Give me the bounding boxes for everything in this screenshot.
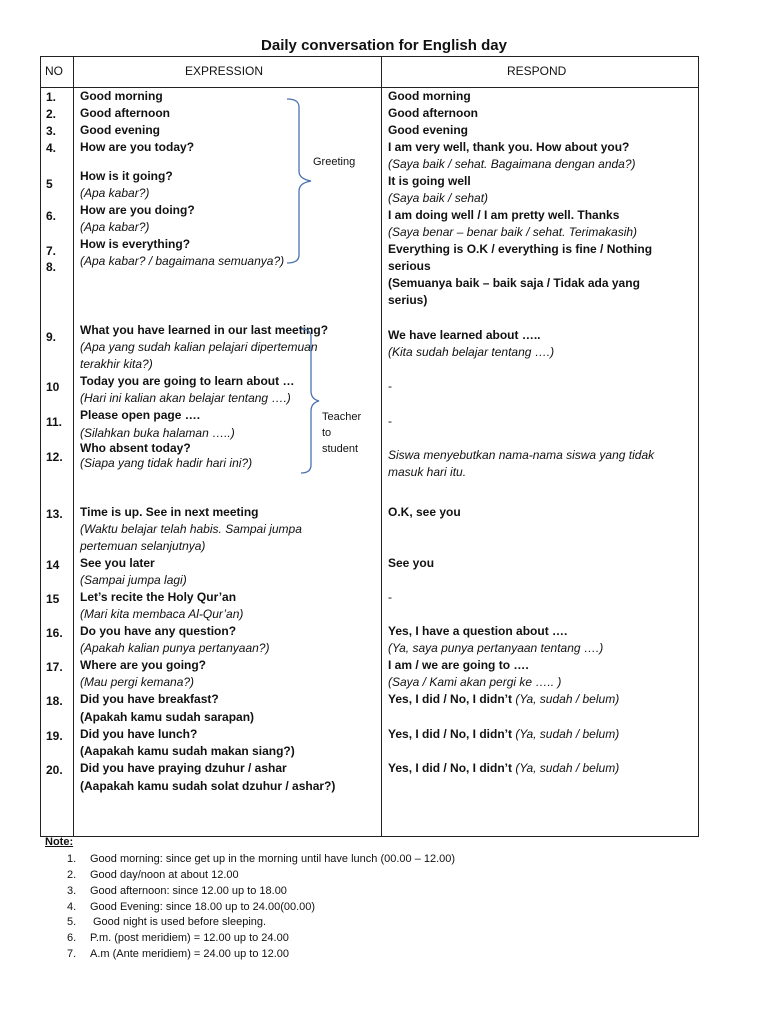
row-number: 20. [46, 763, 63, 777]
note-text: A.m (Ante meridiem) = 24.00 up to 12.00 [90, 948, 290, 960]
respond-translation: (Saya benar – benar baik / sehat. Terimakasih) [388, 225, 638, 239]
respond-text: Yes, I did / No, I didn’t [388, 727, 513, 741]
expression-text: Did you have breakfast? [80, 692, 219, 706]
expression-text: How is everything? [80, 237, 191, 251]
column-divider [381, 57, 382, 836]
note-number: 2. [67, 869, 77, 881]
note-number: 6. [67, 932, 77, 944]
respond-text: O.K, see you [388, 505, 461, 519]
expression-translation: (Apa yang sudah kalian pelajari dipertemuan [80, 340, 318, 354]
expression-text: Did you have praying dzuhur / ashar [80, 761, 287, 775]
expression-translation: (Hari ini kalian akan belajar tentang ….) [80, 391, 291, 405]
note-number: 3. [67, 885, 77, 897]
note-number: 5. [67, 916, 77, 928]
expression-text: How are you doing? [80, 203, 195, 217]
row-number: 17. [46, 660, 63, 674]
row-number: 4. [46, 141, 57, 155]
row-number: 1. [46, 90, 57, 104]
expression-text: See you later [80, 556, 155, 570]
expression-text: Time is up. See in next meeting [80, 505, 259, 519]
note-text: Good day/noon at about 12.00 [90, 869, 239, 881]
expression-text: Where are you going? [80, 658, 207, 672]
expression-translation: pertemuan selanjutnya) [80, 539, 206, 553]
respond-line [388, 760, 619, 777]
row-number: 13. [46, 507, 63, 521]
note-number: 1. [67, 853, 77, 865]
expression-text: Did you have lunch? [80, 727, 198, 741]
respond-text: serious [388, 259, 431, 273]
expression-text: Please open page …. [80, 408, 201, 422]
respond-line [388, 726, 619, 743]
respond-translation: (Ya, sudah / belum) [515, 727, 620, 741]
respond-text: I am very well, thank you. How about you? [388, 140, 630, 154]
expression-text: Let’s recite the Holy Qur’an [80, 590, 237, 604]
expression-translation: (Mau pergi kemana?) [80, 675, 195, 689]
expression-translation: (Apakah kamu sudah sarapan) [80, 710, 255, 724]
expression-translation: (Siapa yang tidak hadir hari ini?) [80, 456, 253, 470]
note-text: Good morning: since get up in the morning until have lunch (00.00 – 12.00) [90, 853, 456, 865]
expression-text: Good afternoon [80, 106, 170, 120]
note-number: 7. [67, 948, 77, 960]
header-no: NO [45, 64, 63, 78]
row-number: 16. [46, 626, 63, 640]
row-number: 12. [46, 450, 63, 464]
teacher-label: student [322, 443, 359, 455]
notes-section [45, 836, 73, 848]
row-number: 8. [46, 260, 57, 274]
note-text: Good afternoon: since 12.00 up to 18.00 [90, 885, 287, 897]
row-number: 18. [46, 694, 63, 708]
expression-text: What you have learned in our last meeting? [80, 323, 329, 337]
expression-text: Good morning [80, 89, 163, 103]
respond-text: I am doing well / I am pretty well. Thanks [388, 208, 620, 222]
expression-translation: (Aapakah kamu sudah solat dzuhur / ashar?) [80, 779, 336, 793]
expression-translation: (Apa kabar? / bagaimana semuanya?) [80, 254, 285, 268]
note-number: 4. [67, 901, 77, 913]
respond-text: - [388, 590, 392, 604]
expression-text: Today you are going to learn about … [80, 374, 295, 388]
teacher-label: to [322, 427, 332, 439]
respond-translation: (Saya / Kami akan pergi ke ….. ) [388, 675, 562, 689]
expression-translation: (Silahkan buka halaman …..) [80, 426, 235, 440]
expression-text: Do you have any question? [80, 624, 237, 638]
respond-text: Good afternoon [388, 106, 478, 120]
expression-translation: (Apakah kalian punya pertanyaan?) [80, 641, 270, 655]
respond-text: serius) [388, 293, 428, 307]
expression-text: How are you today? [80, 140, 195, 154]
row-number: 9. [46, 330, 57, 344]
expression-translation: (Sampai jumpa lagi) [80, 573, 187, 587]
teacher-brace [299, 327, 323, 477]
respond-translation: (Saya baik / sehat) [388, 191, 489, 205]
expression-text: How is it going? [80, 169, 173, 183]
respond-translation: (Saya baik / sehat. Bagaimana dengan anda?) [388, 157, 636, 171]
row-number: 7. [46, 244, 57, 258]
respond-translation: (Ya, saya punya pertanyaan tentang ….) [388, 641, 604, 655]
conversation-table [40, 56, 699, 837]
row-number: 15 [46, 592, 60, 606]
expression-translation: (Aapakah kamu sudah makan siang?) [80, 744, 295, 758]
expression-translation: terakhir kita?) [80, 357, 153, 371]
respond-line [388, 691, 619, 708]
respond-translation: (Ya, sudah / belum) [515, 692, 620, 706]
note-text: P.m. (post meridiem) = 12.00 up to 24.00 [90, 932, 289, 944]
respond-text: - [388, 379, 392, 393]
note-text: Good Evening: since 18.00 up to 24.00(00.00) [90, 901, 316, 913]
respond-text: Good evening [388, 123, 469, 137]
greeting-brace [285, 97, 325, 265]
respond-translation: (Ya, sudah / belum) [515, 761, 620, 775]
row-number: 5 [46, 177, 53, 191]
expression-translation: (Apa kabar?) [80, 186, 150, 200]
greeting-label: Greeting [313, 156, 356, 168]
notes-title: Note: [45, 836, 74, 848]
row-number: 14 [46, 558, 60, 572]
respond-text: I am / we are going to …. [388, 658, 529, 672]
respond-text: Everything is O.K / everything is fine / Nothing [388, 242, 653, 256]
row-number: 19. [46, 729, 63, 743]
row-number: 6. [46, 209, 57, 223]
header-expression: EXPRESSION [185, 64, 264, 78]
respond-text: - [388, 414, 392, 428]
expression-translation: (Apa kabar?) [80, 220, 150, 234]
expression-text: Good evening [80, 123, 161, 137]
note-text: Good night is used before sleeping. [93, 916, 267, 928]
respond-translation: masuk hari itu. [388, 465, 467, 479]
respond-translation: Siswa menyebutkan nama-nama siswa yang tidak [388, 448, 655, 462]
row-number: 11. [46, 415, 63, 429]
respond-text: (Semuanya baik – baik saja / Tidak ada yang [388, 276, 640, 290]
respond-text: We have learned about ….. [388, 328, 541, 342]
page-title: Daily conversation for English day [261, 37, 507, 54]
respond-text: Yes, I have a question about …. [388, 624, 568, 638]
expression-translation: (Mari kita membaca Al-Qur’an) [80, 607, 244, 621]
expression-text: Who absent today? [80, 441, 191, 455]
respond-text: It is going well [388, 174, 471, 188]
column-divider [73, 57, 74, 836]
expression-translation: (Waktu belajar telah habis. Sampai jumpa [80, 522, 302, 536]
row-number: 3. [46, 124, 57, 138]
row-number: 10 [46, 380, 60, 394]
respond-text: Yes, I did / No, I didn’t [388, 761, 513, 775]
respond-text: Yes, I did / No, I didn’t [388, 692, 513, 706]
respond-text: See you [388, 556, 435, 570]
respond-translation: (Kita sudah belajar tentang ….) [388, 345, 555, 359]
teacher-label: Teacher [322, 411, 362, 423]
respond-text: Good morning [388, 89, 471, 103]
row-number: 2. [46, 107, 57, 121]
header-respond: RESPOND [507, 64, 567, 78]
